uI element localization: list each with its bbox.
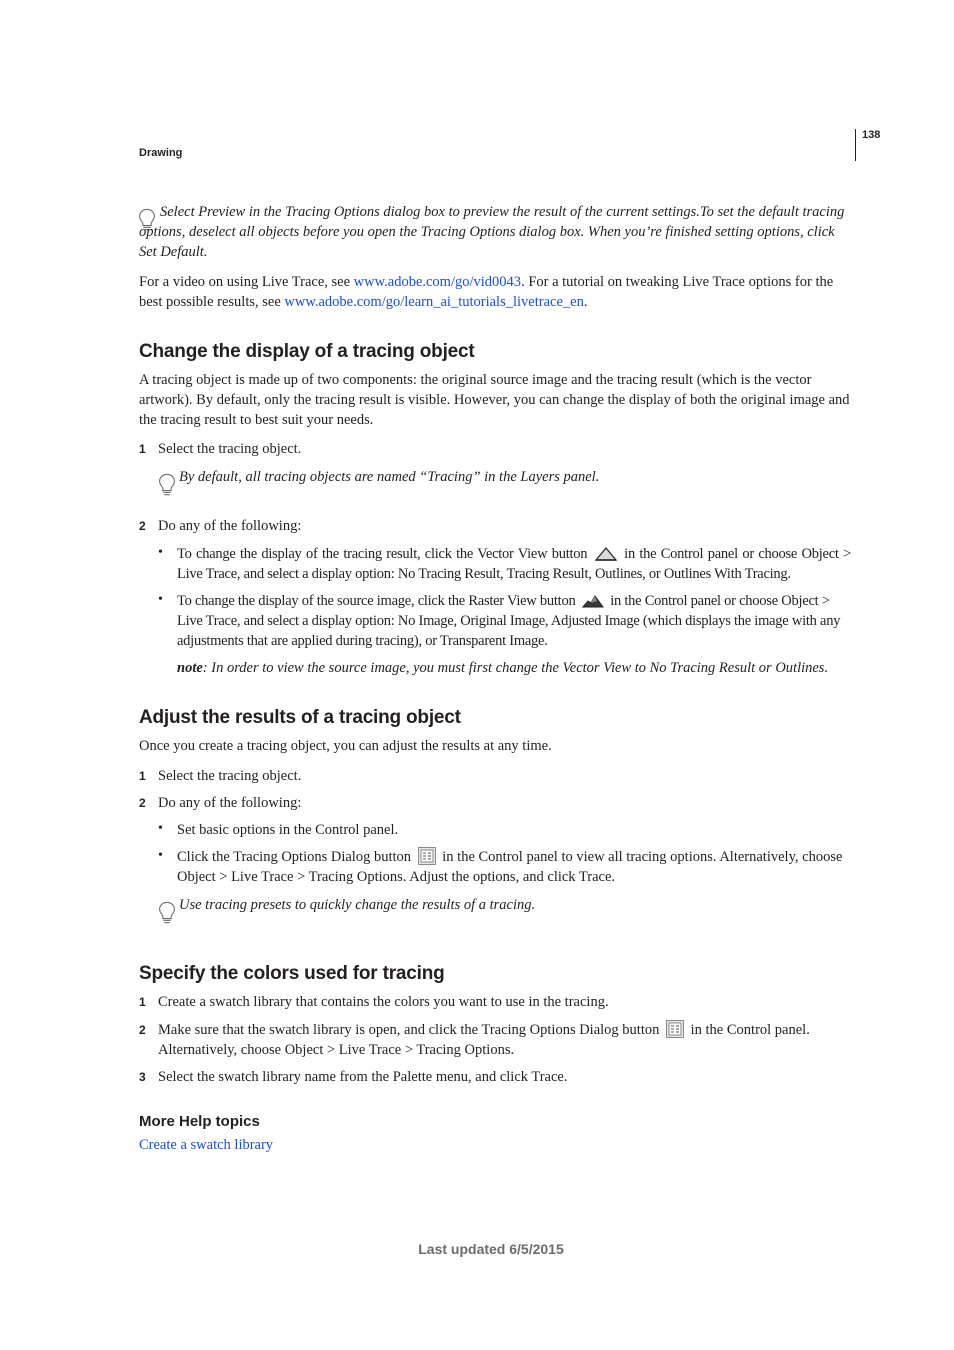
note-text: : In order to view the source image, you must first change the Vector View to No Tracing Result or Outlines.	[202, 660, 829, 676]
raster-view-icon[interactable]	[582, 593, 604, 609]
lightbulb-icon	[157, 473, 177, 497]
bullet-marker: •	[158, 821, 163, 836]
header-divider	[855, 129, 856, 161]
section2-intro: Once you create a tracing object, you can adjust the results at any time.	[139, 738, 552, 754]
tracing-options-dialog-icon[interactable]	[666, 1020, 684, 1038]
bullet-vector-text-a: To change the display of the tracing result, click the Vector View button	[177, 546, 588, 562]
bullet-tracing-options	[177, 847, 851, 887]
section3-step2-text-a: Make sure that the swatch library is open, and click the Tracing Options Dialog button	[158, 1022, 660, 1038]
section3-step3: Select the swatch library name from the Palette menu, and click Trace.	[158, 1069, 568, 1085]
section1-step2: Do any of the following:	[158, 518, 302, 534]
step-number: 2	[139, 519, 146, 533]
running-header: Drawing	[139, 147, 183, 159]
bullet-marker: •	[158, 545, 163, 560]
bullet-tracing-text-a: Click the Tracing Options Dialog button	[177, 849, 412, 865]
page-number: 138	[862, 129, 881, 141]
swatch-library-link[interactable]: Create a swatch library	[139, 1137, 274, 1153]
step-number: 2	[139, 796, 146, 810]
last-updated-footer: Last updated 6/5/2015	[418, 1241, 564, 1257]
more-help-heading: More Help topics	[139, 1113, 260, 1130]
bullet-basic-options: Set basic options in the Control panel.	[177, 822, 399, 838]
vector-view-icon[interactable]	[595, 546, 617, 562]
bullet-marker: •	[158, 592, 163, 607]
bullet-raster-text-a: To change the display of the source image, click the Raster View button	[177, 593, 576, 609]
video-link[interactable]: www.adobe.com/go/vid0043	[353, 274, 522, 290]
step-number: 1	[139, 769, 146, 783]
note-label: note	[177, 660, 203, 676]
section1-step1: Select the tracing object.	[158, 441, 302, 457]
step-number: 3	[139, 1070, 146, 1084]
tip-set-default: Select Preview in the Tracing Options dialog box to preview the result of the current settings.To set the default tracing options, deselect all objects before you open the Tracing Options dialog box. When you’re finished setting options, click Set Default.	[139, 204, 845, 260]
step-number: 2	[139, 1023, 146, 1037]
section3-step2-text-b: in the Control panel. Alternatively, choose Object > Live Trace > Tracing Options.	[158, 1022, 810, 1058]
step-number: 1	[139, 995, 146, 1009]
tracing-options-dialog-icon[interactable]	[418, 847, 436, 865]
bullet-raster-view	[177, 591, 851, 651]
section1-intro: A tracing object is made up of two components: the original source image and the tracing result (which is the vector artwork). By default, only the tracing result is visible. However, you can change the display of both the original image and the tracing result to best suit your needs.	[139, 372, 850, 428]
tip-tracing-presets: Use tracing presets to quickly change the results of a tracing.	[179, 897, 536, 913]
video-text-2: . For a tutorial on tweaking Live Trace options for the best possible results, see	[139, 274, 834, 310]
bullet-tracing-text-b: in the Control panel to view all tracing options. Alternatively, choose Object > Live Trace > Tracing Options. Adjust the options, and click Trace.	[177, 849, 843, 885]
section3-step1: Create a swatch library that contains the colors you want to use in the tracing.	[158, 994, 609, 1010]
note-vector-view	[177, 658, 851, 678]
bullet-vector-text-b: in the Control panel or choose Object > Live Trace, and select a display option: No Tracing Result, Tracing Result, Outlines, or Outlines With Tracing.	[177, 546, 852, 582]
tutorial-link[interactable]: www.adobe.com/go/learn_ai_tutorials_livetrace_en	[284, 294, 584, 310]
video-tutorial-paragraph	[139, 272, 851, 312]
section2-step1: Select the tracing object.	[158, 768, 302, 784]
section-heading-specify-colors: Specify the colors used for tracing	[139, 963, 445, 984]
step-number: 1	[139, 442, 146, 456]
video-text-3: .	[583, 294, 588, 310]
lightbulb-icon	[157, 901, 177, 925]
bullet-vector-view	[177, 544, 851, 584]
section-heading-adjust-results: Adjust the results of a tracing object	[139, 707, 461, 728]
bullet-raster-text-b: in the Control panel or choose Object > Live Trace, and select a display option: No Image, Original Image, Adjusted Image (which displays the image with any adjustments that are applied during tracing), or Transparent Image.	[177, 593, 841, 649]
section-heading-change-display: Change the display of a tracing object	[139, 341, 475, 362]
section3-step2	[158, 1020, 848, 1060]
video-text-1: For a video on using Live Trace, see	[139, 274, 354, 290]
section2-step2: Do any of the following:	[158, 795, 302, 811]
bullet-marker: •	[158, 848, 163, 863]
tip-default-names: By default, all tracing objects are named “Tracing” in the Layers panel.	[179, 469, 600, 485]
